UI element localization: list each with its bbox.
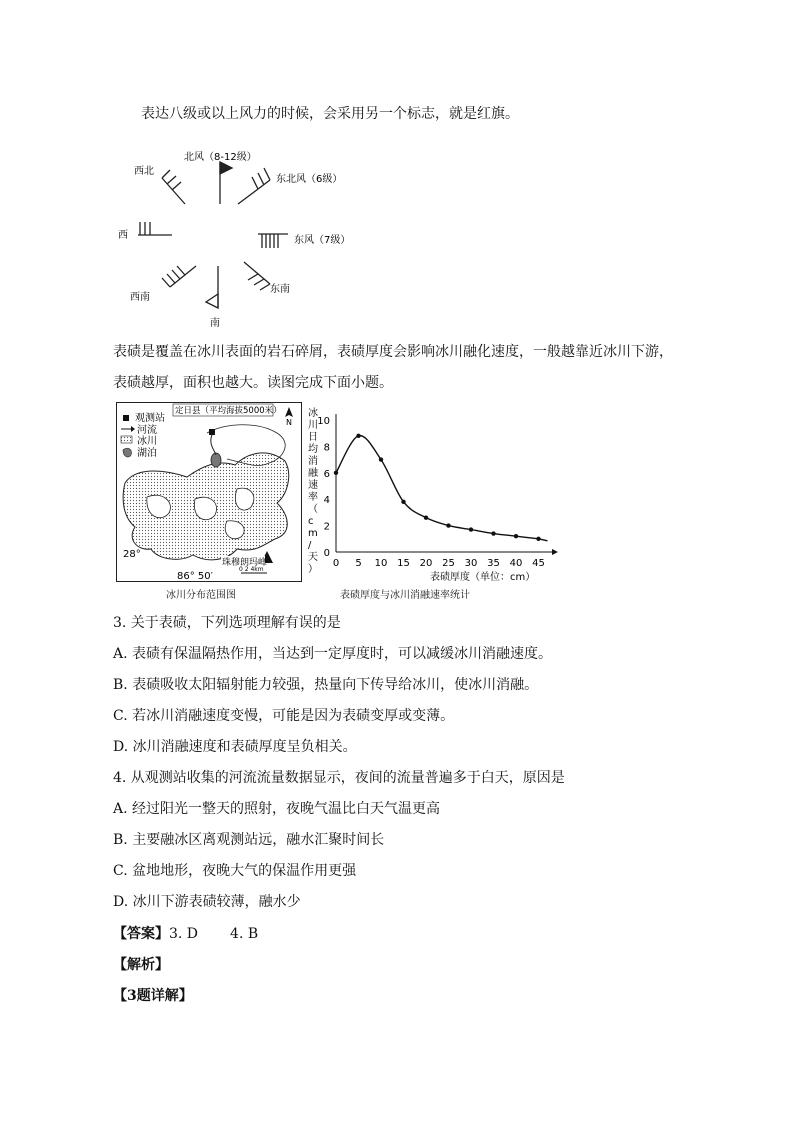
legend-river: 河流 [137, 425, 157, 436]
passage-line-2: 表碛越厚，面积也越大。读图完成下面小题。 [113, 375, 393, 391]
south-flag [206, 294, 218, 308]
y-tick-label: 6 [323, 468, 330, 480]
label-west: 西 [118, 230, 128, 241]
chart-caption: 表碛厚度与冰川消融速率统计 [340, 590, 470, 601]
label-east: 东风（7级） [294, 235, 351, 246]
analysis-label: 【解析】 [113, 957, 169, 973]
north-arrow-icon [285, 407, 293, 417]
x-tick-label: 25 [442, 558, 455, 569]
longitude-label: 86° 50′ [177, 571, 213, 581]
north-arrow-label: N [286, 418, 292, 427]
chart-data-point [356, 434, 360, 438]
y-tick-label: 10 [317, 416, 330, 427]
detail-label: 【3题详解】 [113, 988, 193, 1004]
lake-shape [211, 453, 221, 467]
question-4-option-a: A. 经过阳光一整天的照射，夜晚气温比白天气温更高 [113, 801, 441, 817]
northeast-shaft [238, 180, 270, 204]
y-tick-label: 2 [323, 521, 330, 533]
southeast-shaft [244, 262, 270, 284]
label-southwest: 西南 [130, 292, 150, 303]
answer-line [113, 924, 258, 944]
chart-data-point [401, 500, 405, 504]
chart-y-axis-label-text: 冰川日均消融速率（ c m /天） [308, 408, 318, 575]
answer-3: 3. D [169, 926, 199, 942]
chart-x-arrow-icon [552, 549, 558, 555]
x-tick-label: 10 [374, 558, 388, 569]
chart-data-point [536, 537, 540, 541]
answer-label: 【答案】 [113, 926, 169, 942]
x-tick-label: 45 [532, 558, 545, 569]
x-tick-label: 15 [397, 558, 410, 569]
label-northwest: 西北 [134, 166, 154, 177]
latitude-label: 28° [123, 549, 141, 560]
x-tick-label: 0 [332, 558, 340, 569]
passage-line-1: 表碛是覆盖在冰川表面的岩石碎屑，表碛厚度会影响冰川融化速度，一般越靠近冰川下游， [113, 344, 673, 360]
y-tick-label: 8 [323, 442, 330, 454]
x-tick-label: 40 [509, 558, 523, 569]
wind-symbol-figure [110, 142, 370, 332]
southwest-shaft [170, 266, 196, 287]
y-tick-label: 4 [323, 495, 330, 507]
question-3-option-c: C. 若冰川消融速度变慢，可能是因为表碛变厚或变薄。 [113, 708, 455, 724]
scale-label: 0 2 4km [239, 566, 264, 573]
legend-station: 观测站 [135, 413, 165, 424]
question-3-option-a: A. 表碛有保温隔热作用，当达到一定厚度时，可以减缓冰川消融速度。 [113, 646, 553, 662]
intro-line: 表达八级或以上风力的时候，会采用另一个标志，就是红旗。 [141, 106, 519, 122]
x-tick-label: 35 [487, 558, 500, 569]
chart-data-point [334, 471, 338, 475]
chart-series-line [336, 436, 548, 541]
glacier-map [116, 402, 302, 582]
river-line [211, 433, 216, 455]
chart-data-point [491, 531, 495, 535]
legend-lake: 湖泊 [137, 448, 157, 459]
question-3-option-d: D. 冰川消融速度和表碛厚度呈负相关。 [113, 739, 357, 755]
label-north: 北风（8-12级） [184, 152, 257, 163]
answer-4: 4. B [230, 926, 259, 942]
question-4-option-c: C. 盆地地形，夜晚大气的保温作用更强 [113, 863, 357, 879]
x-tick-label: 20 [419, 558, 433, 569]
x-tick-label: 30 [464, 558, 478, 569]
chart-y-axis-label [308, 406, 319, 575]
peak-label: 珠穆朗玛峰 [222, 558, 268, 568]
x-tick-label: 5 [355, 558, 362, 569]
map-caption: 冰川分布范围图 [166, 590, 236, 601]
label-south: 南 [210, 318, 220, 329]
chart-data-point [514, 534, 518, 538]
northwest-shaft [162, 178, 185, 204]
chart-data-point [424, 515, 428, 519]
chart-data-point [446, 523, 450, 527]
question-4-option-d: D. 冰川下游表碛较薄，融水少 [113, 894, 301, 910]
chart-data-point [379, 457, 383, 461]
county-label: 定日县（平均海拔5000米） [175, 406, 282, 416]
label-southeast: 东南 [270, 284, 290, 295]
question-4-option-b: B. 主要融冰区离观测站远，融水汇聚时间长 [113, 832, 385, 848]
melt-rate-chart [300, 406, 570, 582]
question-4-stem: 4. 从观测站收集的河流流量数据显示，夜间的流量普遍多于白天，原因是 [113, 770, 565, 786]
north-flag [220, 162, 232, 174]
label-northeast: 东北风（6级） [276, 174, 343, 185]
observation-station-marker [209, 429, 215, 435]
y-tick-label: 0 [323, 548, 330, 559]
question-3-stem: 3. 关于表碛，下列选项理解有误的是 [113, 615, 341, 631]
question-3-option-b: B. 表碛吸收太阳辐射能力较强，热量向下传导给冰川，使冰川消融。 [113, 677, 539, 693]
chart-x-axis-label: 表碛厚度（单位：cm） [430, 572, 536, 582]
glacier-map-svg [117, 403, 301, 581]
legend-glacier: 冰川 [137, 436, 157, 447]
chart-data-point [469, 527, 473, 531]
